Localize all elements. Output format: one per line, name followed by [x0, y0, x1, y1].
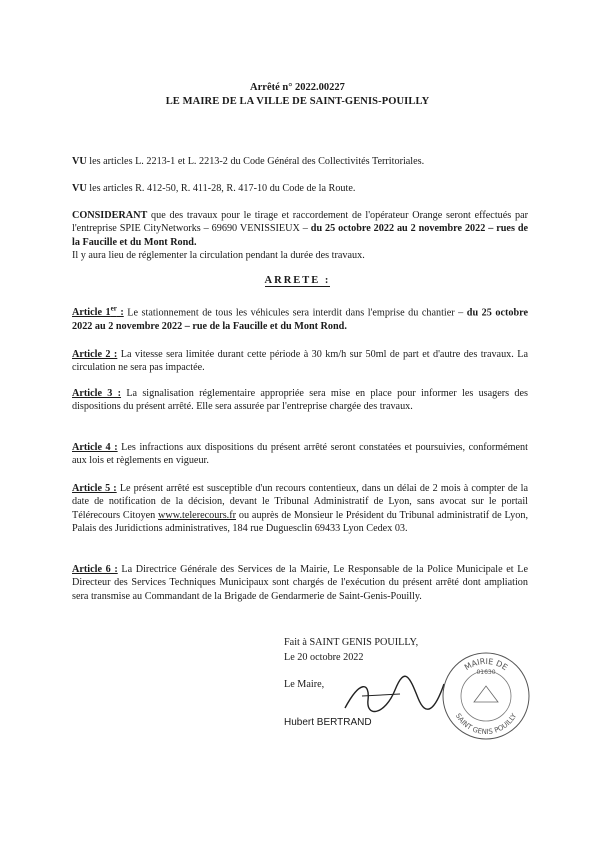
decree-authority: LE MAIRE DE LA VILLE DE SAINT-GENIS-POUILLY: [165, 96, 430, 107]
article-2: [72, 348, 528, 375]
article-3: [72, 387, 528, 414]
svg-text:01630: 01630: [476, 669, 496, 676]
handwritten-signature: [340, 670, 450, 720]
vu-paragraph-2: [72, 182, 528, 195]
svg-text:MAIRIE DE: MAIRIE DE: [462, 656, 510, 673]
considerant-keyword: CONSIDERANT: [72, 210, 148, 221]
considerant-text: que des travaux pour le tirage et raccordement de l'opérateur Orange seront effectués par l'entreprise SPIE CityNetworks – 69690 VENISSIEUX –: [72, 210, 528, 235]
article-text: La Directrice Générale des Services de la Mairie, Le Responsable de la Police Municipale et Le Directeur des Services Techniques Municipaux sont chargés de l'exécution du présent arrêté dont ampliation sera transmise au Commandant de la Brigade de Gendarmerie de Saint-Genis-Pouilly.: [72, 564, 528, 602]
considerant-dates: du 25 octobre 2022 au 2 novembre 2022 – rues de la Faucille et du Mont Rond.: [72, 223, 529, 248]
article-label: Article 3 :: [72, 388, 122, 399]
article-text: Le stationnement de tous les véhicules sera interdit dans l'emprise du chantier –: [123, 307, 467, 319]
official-seal: [440, 650, 532, 742]
decree-number: Arrêté n° 2022.00227: [250, 82, 345, 93]
signature-role: Le Maire,: [284, 679, 325, 690]
arrete-heading: ARRETE :: [264, 275, 331, 286]
article-6: [72, 563, 528, 603]
svg-text:SAINT GENIS POUILLY: SAINT GENIS POUILLY: [453, 712, 519, 737]
article-1: [72, 303, 528, 333]
signatory-name: Hubert BERTRAND: [284, 717, 372, 728]
vu-keyword: VU: [72, 183, 87, 194]
article-text: Les infractions aux dispositions du présent arrêté seront constatées et poursuivies, conformément aux lois et règlements en vigueur.: [72, 442, 528, 467]
article-text: La vitesse sera limitée durant cette période à 30 km/h sur 50ml de part et d'autre des travaux. La circulation ne sera pas impactée.: [72, 349, 528, 374]
article-text-continued: ou auprès de Monsieur le Président du Tribunal administratif de Lyon, Palais des Juridictions administratives, 184 rue Duguesclin 69433 Lyon Cedex 03.: [72, 509, 528, 535]
article-label: Article 4 :: [72, 442, 118, 453]
vu-text: les articles L. 2213-1 et L. 2213-2 du Code Général des Collectivités Territoriales.: [86, 156, 425, 167]
telerecours-link[interactable]: www.telerecours.fr: [158, 509, 237, 521]
article-4: [72, 441, 528, 468]
vu-text: les articles R. 412-50, R. 411-28, R. 417-10 du Code de la Route.: [86, 183, 356, 194]
article-5: [72, 482, 528, 536]
vu-paragraph-1: [72, 155, 528, 168]
article-text: Le présent arrêté est susceptible d'un recours contentieux, dans un délai de 2 mois à compter de la date de notification de la décision, devant le Tribunal Administratif de Lyon, sans avocat sur le portail Télérecours Citoyen: [72, 483, 528, 521]
article-label: Article 6 :: [72, 564, 118, 575]
article-text: La signalisation réglementaire appropriée sera mise en place pour informer les usagers des dispositions du présent arrêté. Elle sera assurée par l'entreprise chargée des travaux.: [72, 388, 528, 413]
vu-keyword: VU: [72, 156, 87, 167]
signature-date: Le 20 octobre 2022: [284, 652, 364, 663]
article-label: Article 1er :: [72, 305, 124, 319]
article-label: Article 2 :: [72, 349, 118, 360]
signature-place: Fait à SAINT GENIS POUILLY,: [284, 637, 419, 648]
considerant-line2: Il y aura lieu de réglementer la circulation pendant la durée des travaux.: [72, 250, 365, 262]
article-label: Article 5 :: [72, 483, 117, 494]
considerant-paragraph: [72, 209, 528, 263]
article-dates: du 25 octobre 2022 au 2 novembre 2022 – rue de la Faucille et du Mont Rond.: [72, 307, 528, 332]
